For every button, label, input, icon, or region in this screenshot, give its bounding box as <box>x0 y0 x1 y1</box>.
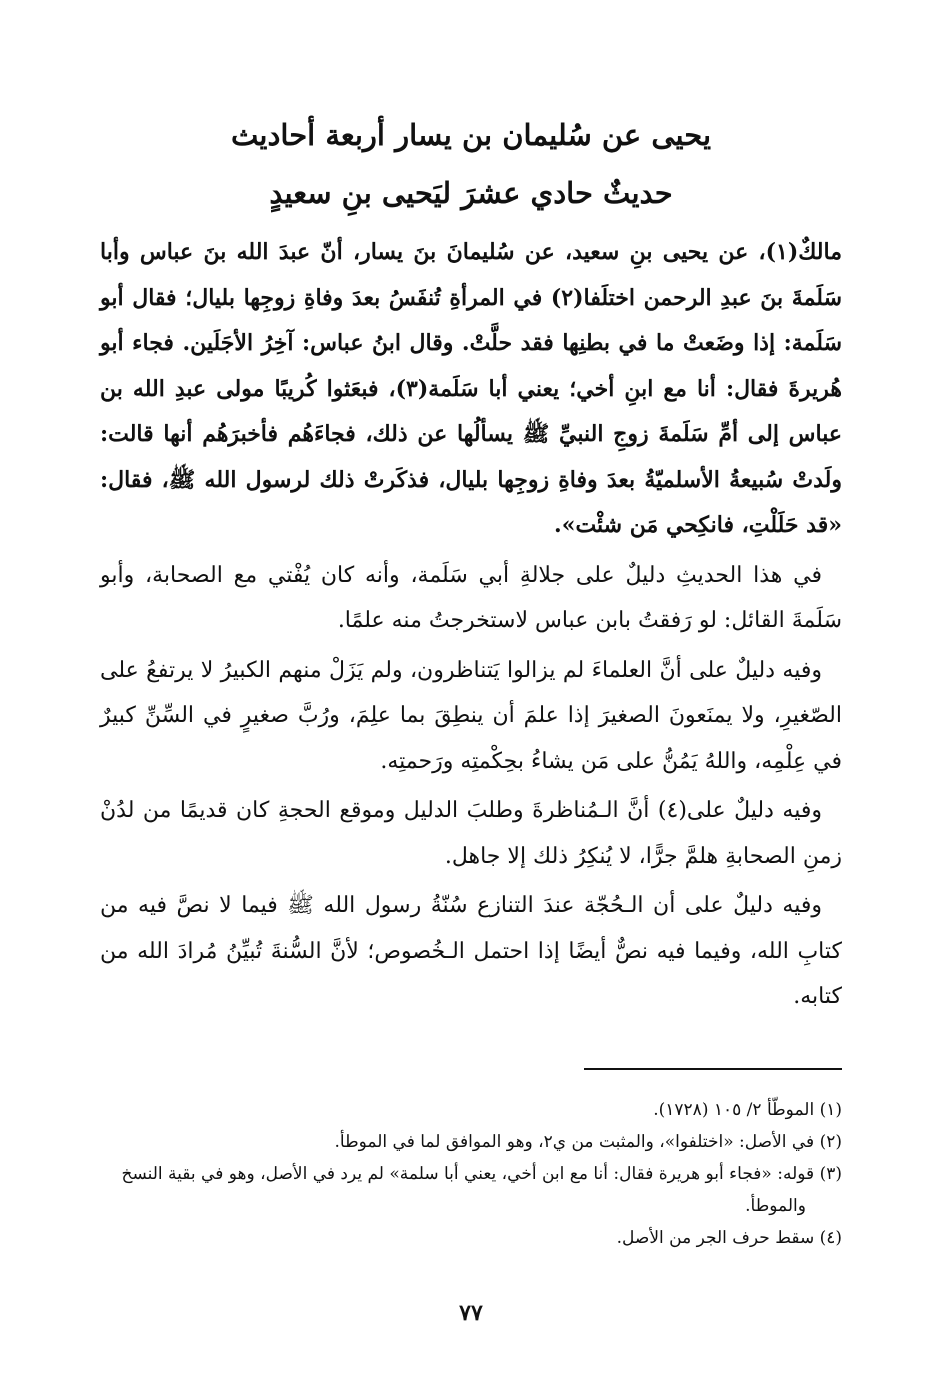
book-page <box>100 0 842 1374</box>
commentary-paragraph: وفيه دليلٌ على أنَّ العلماءَ لم يزالوا يَتناظرون، ولم يَزَلْ منهم الكبيرُ لا يرتفعُ على الصّغيرِ، ولا يمنَعونَ الصغيرَ إذا علمَ أن ينطِقَ بما علِمَ، ورُبَّ صغيرٍ في السِّنِّ كبيرٌ في عِلْمِه، واللهُ يَمُنُّ على مَن يشاءُ بحِكْمتِه ورَحمتِه. <box>100 657 842 774</box>
commentary-paragraph: وفيه دليلٌ على(٤) أنَّ الـمُناظرةَ وطلبَ الدليل وموقع الحجةِ كان قديمًا من لدُنْ زمنِ الصحابةِ هلمَّ جرًّا، لا يُنكِرُ ذلك إلا جاهل. <box>100 798 842 869</box>
page-number: ٧٧ <box>459 1300 483 1326</box>
hadith-subtitle: حديثٌ حادي عشرَ ليَحيى بنِ سعيدٍ <box>269 176 673 210</box>
commentary-paragraph: وفيه دليلٌ على أن الـحُجّة عندَ التنازع سُنّةُ رسول الله ﷺ فيما لا نصَّ فيه من كتابِ الله، وفيما فيه نصٌّ أيضًا إذا احتمل الـخُصوص؛ لأنَّ السُّنةَ تُبيِّنُ مُرادَ الله من كتابه. <box>100 893 842 1009</box>
footnote-item: (٤) سقط حرف الجر من الأصل. <box>616 1228 842 1248</box>
footnote-item: (٢) في الأصل: «اختلفوا»، والمثبت من ي٢، وهو الموافق لما في الموطأ. <box>334 1132 842 1152</box>
chapter-title: يحيى عن سُليمان بن يسار أربعة أحاديث <box>230 118 712 152</box>
hadith-paragraph: مالكٌ(١)، عن يحيى بنِ سعيد، عن سُليمانَ بنَ يسار، أنّ عبدَ الله بنَ عباس وأبا سَلَمةَ بنَ عبدِ الرحمن اختلَفا(٢) في المرأةِ تُنفَسُ بعدَ وفاةِ زوجِها بليال؛ فقال أبو سَلَمة: إذا وضَعتْ ما في بطنِها فقد حلَّتْ. وقال ابنُ عباس: آخِرُ الأجَلَين. فجاء أبو هُريرةَ فقال: أنا مع ابنِ أخي؛ يعني أبا سَلَمة(٣)، فبعَثوا كُريبًا مولى عبدِ الله بن عباس إلى أمِّ سَلَمةَ زوجِ النبيِّ ﷺ يسألُها عن ذلك، فجاءَهُم فأخبرَهُم أنها قالت: ولَدتْ سُبيعةُ الأسلميّةُ بعدَ وفاةِ زوجِها بليال، فذكَرتْ ذلك لرسول الله ﷺ، فقال: «قد حَلَلْتِ، فانكِحي مَن شئْت». <box>100 239 842 538</box>
main-text <box>100 230 842 1020</box>
commentary-paragraph: في هذا الحديثِ دليلٌ على جلالةِ أبي سَلَمة، وأنه كان يُفْتي مع الصحابة، وأبو سَلَمةَ القائل: لو رَفقتُ بابن عباس لاستخرجتُ منه علمًا. <box>100 562 842 633</box>
footnote-item: (١) الموطّأ ٢/ ١٠٥ (١٧٢٨). <box>653 1100 842 1120</box>
footnotes <box>100 1094 842 1254</box>
footnote-item: (٣) قوله: «فجاء أبو هريرة فقال: أنا مع ابن أخي، يعني أبا سلمة» لم يرد في الأصل، وهو في بقية النسخ والموطأ. <box>121 1164 842 1216</box>
